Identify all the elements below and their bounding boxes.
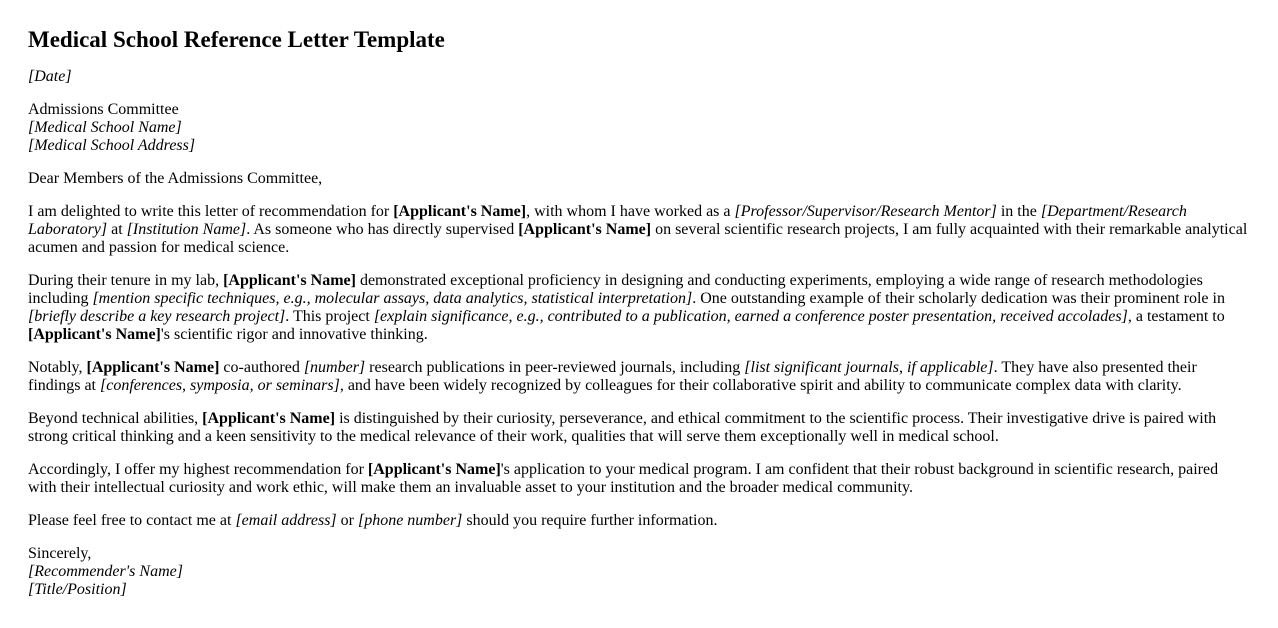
letter-text: Dear Members of the Admissions Committee,: [28, 170, 323, 187]
letter-text: , a testament to: [1127, 308, 1225, 325]
placeholder-italic: [mention specific techniques, e.g., molecular assays, data analytics, statistical interpretation]: [92, 290, 693, 307]
letter-document: [0, 27, 1278, 599]
letter-text: I am delighted to write this letter of recommendation for: [28, 203, 394, 220]
letter-text: is distinguished by their curiosity, perseverance, and ethical commitment to the scientific process. Their investigative drive is paired with strong critical thinking and a keen sensitivity to the medical relevance of their work, qualities that will serve them exceptionally well in medical school.: [28, 410, 1217, 445]
paragraph-contact: [28, 512, 1248, 530]
placeholder-italic: [explain significance, e.g., contributed to a publication, earned a conference poster presentation, received accolades]: [373, 308, 1128, 325]
letter-text: . They have also presented their findings at: [28, 359, 1197, 394]
placeholder-italic: [Professor/Supervisor/Research Mentor]: [734, 203, 997, 220]
paragraph-character: [28, 410, 1248, 446]
letter-text: 's application to your medical program. I am confident that their robust background in scientific research, paired with their intellectual curiosity and work ethic, will make them an invaluable asset to your institution and the broader medical community.: [28, 461, 1219, 496]
letter-text: Admissions Committee: [28, 101, 179, 118]
letter-text: Beyond technical abilities,: [28, 410, 203, 427]
paragraph-research: [28, 272, 1248, 344]
date-line: [28, 68, 1248, 86]
letter-text: 's scientific rigor and innovative thinking.: [160, 326, 428, 343]
letter-text: at: [107, 221, 127, 238]
placeholder-italic: [list significant journals, if applicable]: [744, 359, 994, 376]
placeholder-italic: [number]: [303, 359, 366, 376]
placeholder-italic: [Recommender's Name]: [28, 563, 183, 580]
placeholder-bold: [Applicant's Name]: [223, 272, 356, 289]
letter-text: Notably,: [28, 359, 87, 376]
letter-text: Please feel free to contact me at: [28, 512, 236, 529]
placeholder-italic: [Date]: [28, 68, 72, 85]
placeholder-italic: [briefly describe a key research project]: [28, 308, 286, 325]
placeholder-italic: [Institution Name]: [126, 221, 247, 238]
placeholder-italic: [conferences, symposia, or seminars]: [100, 377, 340, 394]
letter-text: Sincerely,: [28, 545, 92, 562]
letter-text: demonstrated exceptional proficiency in designing and conducting experiments, employing a wide range of research methodologies including: [28, 272, 1203, 307]
letter-text: in the: [996, 203, 1041, 220]
letter-text: , with whom I have worked as a: [526, 203, 735, 220]
placeholder-bold: [Applicant's Name]: [518, 221, 652, 238]
paragraph-introduction: [28, 203, 1248, 257]
letter-text: . One outstanding example of their scholarly dedication was their prominent role in: [692, 290, 1225, 307]
salutation: [28, 170, 1248, 188]
placeholder-italic: [Medical School Name]: [28, 119, 182, 136]
letter-text: Accordingly, I offer my highest recommendation for: [28, 461, 368, 478]
placeholder-bold: [Applicant's Name]: [86, 359, 220, 376]
placeholder-italic: [email address]: [235, 512, 337, 529]
letter-text: should you require further information.: [462, 512, 718, 529]
paragraph-publications: [28, 359, 1248, 395]
letter-text: or: [336, 512, 358, 529]
page-title: Medical School Reference Letter Template: [28, 27, 445, 52]
placeholder-italic: [Medical School Address]: [28, 137, 196, 154]
placeholder-italic: [phone number]: [357, 512, 463, 529]
placeholder-italic: [Title/Position]: [28, 581, 127, 598]
placeholder-bold: [Applicant's Name]: [28, 326, 161, 343]
placeholder-bold: [Applicant's Name]: [393, 203, 527, 220]
signature-block: [28, 545, 1248, 599]
paragraph-recommendation: [28, 461, 1248, 497]
letter-text: . As someone who has directly supervised: [246, 221, 519, 238]
placeholder-bold: [Applicant's Name]: [202, 410, 336, 427]
recipient-block: [28, 101, 1248, 155]
letter-text: . This project: [285, 308, 374, 325]
placeholder-italic: [Department/Research Laboratory]: [28, 203, 1187, 238]
letter-text: research publications in peer-reviewed journals, including: [365, 359, 745, 376]
letter-text: co-authored: [219, 359, 304, 376]
placeholder-bold: [Applicant's Name]: [367, 461, 501, 478]
letter-text: on several scientific research projects, I am fully acquainted with their remarkable analytical acumen and passion for medical science.: [28, 221, 1248, 256]
letter-text: , and have been widely recognized by colleagues for their collaborative spirit and ability to communicate complex data with clarity.: [339, 377, 1182, 394]
letter-text: During their tenure in my lab,: [28, 272, 224, 289]
